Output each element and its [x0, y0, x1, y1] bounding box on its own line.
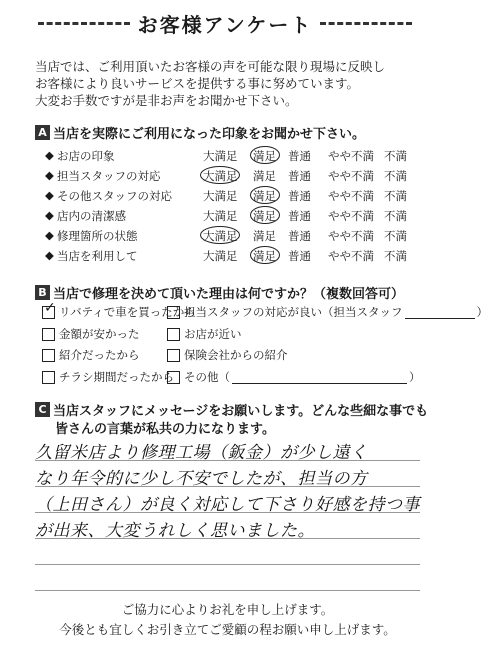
- title-rule-right: [320, 22, 412, 25]
- staff-name-blank[interactable]: [405, 306, 475, 319]
- section-c-subtitle: 皆さんの言葉が私共の力になります。: [55, 422, 275, 437]
- selected-rating-circle: [200, 166, 240, 184]
- reason-label: チラシ期間だったから: [59, 370, 174, 384]
- rating-option[interactable]: 普通: [288, 229, 311, 243]
- rating-label: 店内の清潔感: [57, 209, 126, 223]
- rating-label: 当店を利用して: [57, 249, 138, 263]
- selected-rating-circle: [200, 226, 240, 244]
- rating-option[interactable]: 満足: [253, 189, 276, 203]
- rating-label: 修理箇所の状態: [57, 229, 138, 243]
- rating-option[interactable]: 不満: [384, 169, 407, 183]
- reason-label: 保険会社からの紹介: [184, 348, 288, 362]
- rating-option[interactable]: 満足: [253, 249, 276, 263]
- rating-option[interactable]: やや不満: [328, 229, 374, 243]
- handwritten-line: が出来、大変うれしく思いました。: [35, 521, 315, 541]
- rating-option[interactable]: 大満足: [203, 169, 238, 183]
- intro-line: 大変お手数ですが是非お声をお聞かせ下さい。: [35, 93, 298, 108]
- rating-row: [45, 166, 425, 186]
- reason-label: お店が近い: [184, 327, 242, 341]
- other-reason-blank[interactable]: [232, 371, 407, 384]
- intro-text: [35, 58, 425, 109]
- rating-option[interactable]: 大満足: [203, 249, 238, 263]
- rating-option[interactable]: 大満足: [203, 149, 238, 163]
- reason-label-suffix: ）: [476, 305, 488, 319]
- reason-label-suffix: ）: [409, 370, 421, 384]
- section-b-title: 当店で修理を決めて頂いた理由は何ですか？（複数回答可）: [53, 287, 405, 302]
- reason-option[interactable]: [42, 326, 140, 342]
- section-c-title: 当店スタッフにメッセージをお願いします。どんな些細な事でも: [53, 404, 429, 419]
- rating-option[interactable]: 不満: [384, 229, 407, 243]
- message-line: [35, 564, 420, 565]
- section-a-heading: [35, 123, 365, 142]
- title-row: [30, 8, 420, 38]
- rating-option[interactable]: やや不満: [328, 169, 374, 183]
- rating-option[interactable]: 不満: [384, 149, 407, 163]
- rating-option[interactable]: 満足: [253, 209, 276, 223]
- rating-option[interactable]: 普通: [288, 169, 311, 183]
- reason-label: その他（: [184, 370, 230, 384]
- rating-row: [45, 146, 425, 166]
- rating-option[interactable]: やや不満: [328, 249, 374, 263]
- reason-label: 金額が安かった: [59, 327, 140, 341]
- handwritten-line: なり年令的に少し不安でしたが、担当の方: [35, 469, 368, 489]
- reason-checkbox[interactable]: [42, 299, 56, 319]
- rating-row: [45, 246, 425, 266]
- reason-option[interactable]: [167, 369, 421, 385]
- rating-option[interactable]: 大満足: [203, 229, 238, 243]
- reason-checkbox[interactable]: [167, 328, 180, 341]
- reason-label: リバティで車を買ったから: [59, 305, 196, 319]
- rating-option[interactable]: 大満足: [203, 209, 238, 223]
- rating-row: [45, 206, 425, 226]
- rating-option[interactable]: 不満: [384, 249, 407, 263]
- rating-row: [45, 186, 425, 206]
- reason-checkbox[interactable]: [167, 349, 180, 362]
- intro-line: お客様により良いサービスを提供する事に努めています。: [35, 76, 360, 91]
- rating-option[interactable]: 満足: [253, 169, 276, 183]
- section-c-heading: [35, 400, 428, 419]
- diamond-bullet-icon: ◆: [45, 228, 54, 242]
- rating-option[interactable]: 普通: [288, 209, 311, 223]
- reason-checkbox[interactable]: [167, 306, 180, 319]
- rating-option[interactable]: やや不満: [328, 149, 374, 163]
- diamond-bullet-icon: ◆: [45, 148, 54, 162]
- intro-line: 当店では、ご利用頂いたお客様の声を可能な限り現場に反映し: [35, 59, 386, 74]
- rating-option[interactable]: 大満足: [203, 189, 238, 203]
- selected-rating-circle: [250, 146, 280, 164]
- rating-option[interactable]: やや不満: [328, 209, 374, 223]
- section-c-subheading: [55, 418, 275, 437]
- check-mark-icon: ✓: [44, 299, 56, 316]
- handwritten-line: 久留米店より修理工場（鈑金）が少し遠く: [35, 443, 368, 463]
- diamond-bullet-icon: ◆: [45, 188, 54, 202]
- diamond-bullet-icon: ◆: [45, 208, 54, 222]
- diamond-bullet-icon: ◆: [45, 248, 54, 262]
- section-a-letter: A: [35, 125, 50, 140]
- title-rule-left: [38, 22, 130, 25]
- reason-checkbox[interactable]: [42, 371, 55, 384]
- rating-label: 担当スタッフの対応: [57, 169, 161, 183]
- rating-option[interactable]: やや不満: [328, 189, 374, 203]
- section-b-letter: B: [35, 285, 50, 300]
- message-line: [35, 590, 420, 591]
- rating-option[interactable]: 不満: [384, 189, 407, 203]
- diamond-bullet-icon: ◆: [45, 168, 54, 182]
- selected-rating-circle: [250, 246, 280, 264]
- closing-text: [35, 600, 420, 640]
- reason-label: 担当スタッフの対応が良い（担当スタッフ: [184, 305, 403, 319]
- handwritten-line: （上田さん）が良く対応して下さり好感を持つ事: [35, 495, 420, 515]
- rating-label: その他スタッフの対応: [57, 189, 172, 203]
- closing-line: 今後とも宜しくお引き立てご愛顧の程お願い申し上げます。: [59, 622, 396, 637]
- rating-option[interactable]: 満足: [253, 149, 276, 163]
- rating-option[interactable]: 普通: [288, 249, 311, 263]
- reason-option[interactable]: [42, 347, 140, 363]
- reason-option[interactable]: [167, 326, 242, 342]
- reason-option[interactable]: [167, 347, 288, 363]
- rating-option[interactable]: 普通: [288, 189, 311, 203]
- selected-rating-circle: [250, 186, 280, 204]
- reason-checkbox[interactable]: [42, 349, 55, 362]
- reason-label: 紹介だったから: [59, 348, 140, 362]
- rating-label: お店の印象: [57, 149, 115, 163]
- reason-option[interactable]: [42, 369, 174, 385]
- section-b-heading: [35, 283, 404, 302]
- reason-checkbox[interactable]: [167, 371, 180, 384]
- rating-row: [45, 226, 425, 246]
- rating-option[interactable]: 不満: [384, 209, 407, 223]
- reason-checkbox[interactable]: [42, 328, 55, 341]
- section-c-letter: C: [35, 402, 50, 417]
- selected-rating-circle: [250, 206, 280, 224]
- reason-option[interactable]: [167, 304, 488, 320]
- rating-option[interactable]: 普通: [288, 149, 311, 163]
- rating-option[interactable]: 満足: [253, 229, 276, 243]
- section-a-title: 当店を実際にご利用になった印象をお聞かせ下さい。: [53, 127, 366, 142]
- page-title: お客様アンケート: [137, 12, 313, 37]
- closing-line: ご協力に心よりお礼を申し上げます。: [121, 602, 334, 617]
